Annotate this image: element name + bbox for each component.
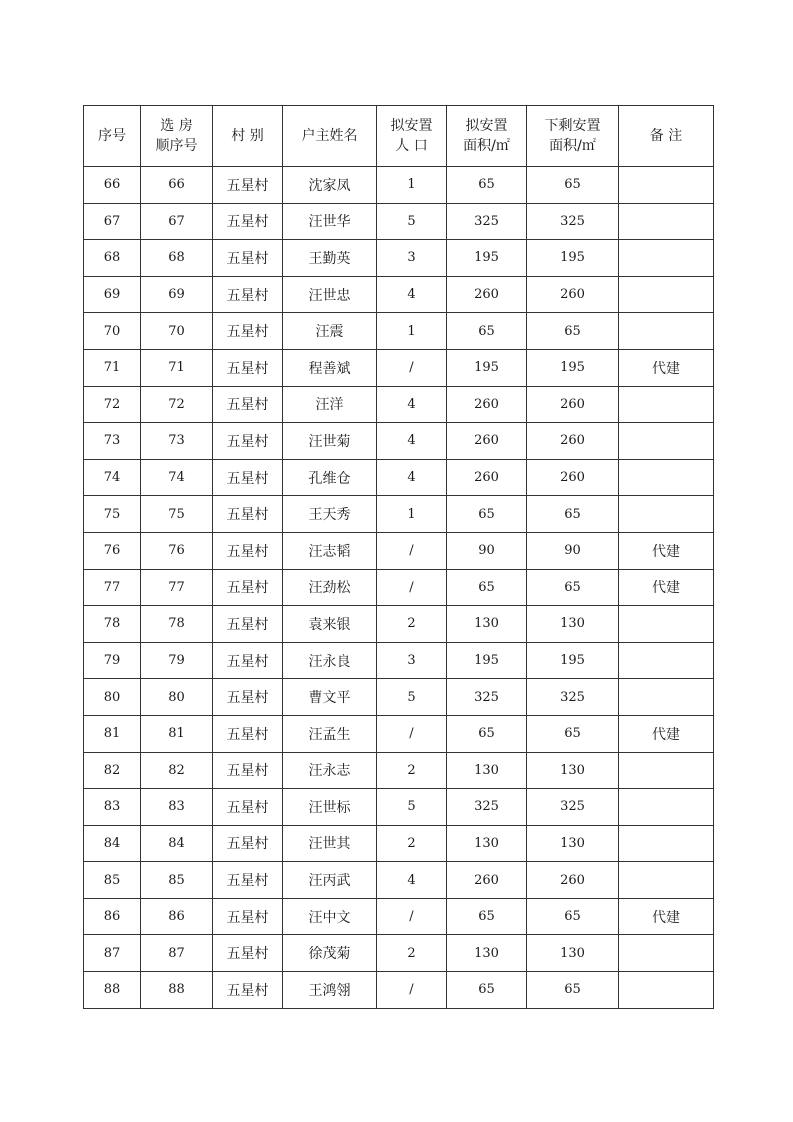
header-area: 拟安置 面积/㎡ — [447, 106, 527, 167]
cell-area: 195 — [447, 240, 527, 277]
cell-population: / — [377, 532, 447, 569]
cell-remaining-area: 260 — [527, 459, 619, 496]
cell-population: 2 — [377, 606, 447, 643]
cell-area: 65 — [447, 313, 527, 350]
cell-village: 五星村 — [213, 642, 283, 679]
cell-area: 195 — [447, 349, 527, 386]
cell-householder: 汪永良 — [283, 642, 377, 679]
cell-remaining-area: 260 — [527, 276, 619, 313]
cell-population: 4 — [377, 386, 447, 423]
cell-remaining-area: 65 — [527, 972, 619, 1009]
cell-village: 五星村 — [213, 606, 283, 643]
header-remark: 备 注 — [619, 106, 714, 167]
cell-householder: 汪永志 — [283, 752, 377, 789]
cell-area: 325 — [447, 203, 527, 240]
cell-population: 3 — [377, 642, 447, 679]
table-row — [84, 679, 714, 716]
cell-remark — [619, 203, 714, 240]
cell-seq: 85 — [84, 862, 141, 899]
header-village: 村 别 — [213, 106, 283, 167]
cell-seq: 66 — [84, 167, 141, 204]
table-row — [84, 386, 714, 423]
cell-remark — [619, 313, 714, 350]
cell-select-order: 87 — [141, 935, 213, 972]
cell-population: 4 — [377, 423, 447, 460]
cell-seq: 88 — [84, 972, 141, 1009]
cell-remark — [619, 679, 714, 716]
cell-remark — [619, 276, 714, 313]
cell-village: 五星村 — [213, 496, 283, 533]
cell-remark: 代建 — [619, 898, 714, 935]
cell-village: 五星村 — [213, 569, 283, 606]
cell-select-order: 70 — [141, 313, 213, 350]
cell-householder: 曹文平 — [283, 679, 377, 716]
cell-householder: 汪劲松 — [283, 569, 377, 606]
table-row — [84, 752, 714, 789]
cell-area: 260 — [447, 386, 527, 423]
cell-remaining-area: 260 — [527, 862, 619, 899]
cell-area: 65 — [447, 496, 527, 533]
cell-remark — [619, 423, 714, 460]
cell-remark: 代建 — [619, 715, 714, 752]
cell-householder: 汪中文 — [283, 898, 377, 935]
cell-area: 65 — [447, 715, 527, 752]
table-row — [84, 642, 714, 679]
cell-seq: 79 — [84, 642, 141, 679]
cell-seq: 87 — [84, 935, 141, 972]
cell-village: 五星村 — [213, 825, 283, 862]
cell-select-order: 81 — [141, 715, 213, 752]
cell-select-order: 66 — [141, 167, 213, 204]
cell-select-order: 75 — [141, 496, 213, 533]
cell-seq: 76 — [84, 532, 141, 569]
table-row — [84, 276, 714, 313]
cell-householder: 汪世华 — [283, 203, 377, 240]
cell-population: 2 — [377, 935, 447, 972]
cell-remaining-area: 195 — [527, 642, 619, 679]
cell-area: 130 — [447, 935, 527, 972]
cell-population: 4 — [377, 862, 447, 899]
cell-select-order: 80 — [141, 679, 213, 716]
table-row — [84, 606, 714, 643]
cell-householder: 孔维仓 — [283, 459, 377, 496]
cell-population: 5 — [377, 679, 447, 716]
cell-remark — [619, 862, 714, 899]
cell-area: 260 — [447, 459, 527, 496]
header-select-order: 选 房 顺序号 — [141, 106, 213, 167]
cell-remaining-area: 65 — [527, 898, 619, 935]
cell-remaining-area: 260 — [527, 386, 619, 423]
cell-select-order: 76 — [141, 532, 213, 569]
cell-village: 五星村 — [213, 423, 283, 460]
cell-remaining-area: 65 — [527, 167, 619, 204]
table-row — [84, 569, 714, 606]
cell-remaining-area: 130 — [527, 935, 619, 972]
cell-seq: 81 — [84, 715, 141, 752]
cell-population: 1 — [377, 496, 447, 533]
table-row — [84, 313, 714, 350]
cell-area: 65 — [447, 569, 527, 606]
cell-remaining-area: 90 — [527, 532, 619, 569]
cell-remark — [619, 459, 714, 496]
table-row — [84, 862, 714, 899]
cell-village: 五星村 — [213, 349, 283, 386]
cell-seq: 69 — [84, 276, 141, 313]
cell-area: 65 — [447, 972, 527, 1009]
cell-seq: 73 — [84, 423, 141, 460]
table-row — [84, 898, 714, 935]
cell-remaining-area: 260 — [527, 423, 619, 460]
cell-area: 130 — [447, 752, 527, 789]
cell-select-order: 86 — [141, 898, 213, 935]
cell-population: / — [377, 569, 447, 606]
cell-remaining-area: 65 — [527, 313, 619, 350]
cell-population: 5 — [377, 789, 447, 826]
cell-remark — [619, 167, 714, 204]
cell-remaining-area: 325 — [527, 789, 619, 826]
cell-select-order: 82 — [141, 752, 213, 789]
cell-village: 五星村 — [213, 167, 283, 204]
cell-village: 五星村 — [213, 386, 283, 423]
table-row — [84, 789, 714, 826]
cell-area: 325 — [447, 679, 527, 716]
cell-remark — [619, 240, 714, 277]
cell-householder: 汪世标 — [283, 789, 377, 826]
cell-remark: 代建 — [619, 569, 714, 606]
cell-village: 五星村 — [213, 972, 283, 1009]
cell-remaining-area: 65 — [527, 715, 619, 752]
cell-householder: 汪志韬 — [283, 532, 377, 569]
cell-population: 2 — [377, 752, 447, 789]
cell-population: / — [377, 715, 447, 752]
cell-area: 65 — [447, 898, 527, 935]
cell-select-order: 68 — [141, 240, 213, 277]
cell-remark — [619, 642, 714, 679]
cell-village: 五星村 — [213, 789, 283, 826]
cell-population: 4 — [377, 276, 447, 313]
cell-select-order: 77 — [141, 569, 213, 606]
cell-select-order: 88 — [141, 972, 213, 1009]
cell-area: 260 — [447, 862, 527, 899]
cell-remark — [619, 825, 714, 862]
cell-seq: 74 — [84, 459, 141, 496]
table-row — [84, 935, 714, 972]
cell-population: 1 — [377, 313, 447, 350]
cell-population: / — [377, 898, 447, 935]
table-row — [84, 349, 714, 386]
cell-select-order: 83 — [141, 789, 213, 826]
cell-population: 1 — [377, 167, 447, 204]
cell-householder: 汪世菊 — [283, 423, 377, 460]
table-body — [84, 167, 714, 1009]
cell-householder: 袁来银 — [283, 606, 377, 643]
cell-village: 五星村 — [213, 715, 283, 752]
table-row — [84, 825, 714, 862]
cell-seq: 72 — [84, 386, 141, 423]
header-population: 拟安置 人 口 — [377, 106, 447, 167]
cell-select-order: 73 — [141, 423, 213, 460]
table-row — [84, 715, 714, 752]
cell-select-order: 72 — [141, 386, 213, 423]
cell-householder: 汪洋 — [283, 386, 377, 423]
cell-remaining-area: 195 — [527, 349, 619, 386]
cell-remark: 代建 — [619, 349, 714, 386]
resettlement-table — [83, 105, 714, 1009]
table-row — [84, 167, 714, 204]
cell-select-order: 69 — [141, 276, 213, 313]
cell-remark — [619, 935, 714, 972]
cell-seq: 77 — [84, 569, 141, 606]
cell-remaining-area: 65 — [527, 496, 619, 533]
cell-area: 65 — [447, 167, 527, 204]
cell-remaining-area: 130 — [527, 825, 619, 862]
cell-village: 五星村 — [213, 276, 283, 313]
table-row — [84, 459, 714, 496]
cell-remark — [619, 789, 714, 826]
cell-householder: 程善斌 — [283, 349, 377, 386]
table-header-row — [84, 106, 714, 167]
cell-select-order: 84 — [141, 825, 213, 862]
cell-population: 4 — [377, 459, 447, 496]
cell-remark: 代建 — [619, 532, 714, 569]
cell-remark — [619, 752, 714, 789]
cell-seq: 84 — [84, 825, 141, 862]
cell-village: 五星村 — [213, 862, 283, 899]
cell-village: 五星村 — [213, 935, 283, 972]
cell-village: 五星村 — [213, 532, 283, 569]
cell-population: 5 — [377, 203, 447, 240]
header-remaining-area: 下剩安置 面积/㎡ — [527, 106, 619, 167]
cell-seq: 75 — [84, 496, 141, 533]
cell-seq: 68 — [84, 240, 141, 277]
cell-area: 260 — [447, 423, 527, 460]
cell-area: 90 — [447, 532, 527, 569]
cell-householder: 汪丙武 — [283, 862, 377, 899]
cell-remaining-area: 325 — [527, 679, 619, 716]
cell-seq: 71 — [84, 349, 141, 386]
cell-remaining-area: 130 — [527, 752, 619, 789]
header-householder: 户主姓名 — [283, 106, 377, 167]
cell-remark — [619, 972, 714, 1009]
cell-seq: 82 — [84, 752, 141, 789]
cell-area: 325 — [447, 789, 527, 826]
cell-village: 五星村 — [213, 898, 283, 935]
cell-village: 五星村 — [213, 240, 283, 277]
cell-remaining-area: 130 — [527, 606, 619, 643]
cell-remaining-area: 325 — [527, 203, 619, 240]
cell-select-order: 71 — [141, 349, 213, 386]
table-row — [84, 203, 714, 240]
cell-remaining-area: 195 — [527, 240, 619, 277]
cell-householder: 汪孟生 — [283, 715, 377, 752]
cell-remaining-area: 65 — [527, 569, 619, 606]
cell-seq: 70 — [84, 313, 141, 350]
cell-area: 130 — [447, 825, 527, 862]
cell-village: 五星村 — [213, 752, 283, 789]
header-seq: 序号 — [84, 106, 141, 167]
cell-remark — [619, 496, 714, 533]
table-row — [84, 423, 714, 460]
cell-population: / — [377, 349, 447, 386]
cell-householder: 汪震 — [283, 313, 377, 350]
cell-village: 五星村 — [213, 679, 283, 716]
cell-village: 五星村 — [213, 313, 283, 350]
cell-village: 五星村 — [213, 459, 283, 496]
cell-population: / — [377, 972, 447, 1009]
cell-population: 3 — [377, 240, 447, 277]
cell-select-order: 85 — [141, 862, 213, 899]
cell-seq: 78 — [84, 606, 141, 643]
cell-seq: 83 — [84, 789, 141, 826]
cell-householder: 汪世忠 — [283, 276, 377, 313]
cell-seq: 80 — [84, 679, 141, 716]
cell-area: 130 — [447, 606, 527, 643]
cell-householder: 徐茂菊 — [283, 935, 377, 972]
cell-remark — [619, 386, 714, 423]
cell-area: 260 — [447, 276, 527, 313]
cell-select-order: 78 — [141, 606, 213, 643]
table-row — [84, 240, 714, 277]
cell-village: 五星村 — [213, 203, 283, 240]
cell-select-order: 79 — [141, 642, 213, 679]
table-row — [84, 496, 714, 533]
cell-householder: 沈家凤 — [283, 167, 377, 204]
cell-select-order: 67 — [141, 203, 213, 240]
cell-householder: 王勤英 — [283, 240, 377, 277]
table-row — [84, 532, 714, 569]
cell-householder: 王天秀 — [283, 496, 377, 533]
cell-area: 195 — [447, 642, 527, 679]
cell-seq: 67 — [84, 203, 141, 240]
cell-seq: 86 — [84, 898, 141, 935]
cell-householder: 王鸿翎 — [283, 972, 377, 1009]
cell-remark — [619, 606, 714, 643]
table-row — [84, 972, 714, 1009]
cell-population: 2 — [377, 825, 447, 862]
cell-householder: 汪世其 — [283, 825, 377, 862]
cell-select-order: 74 — [141, 459, 213, 496]
